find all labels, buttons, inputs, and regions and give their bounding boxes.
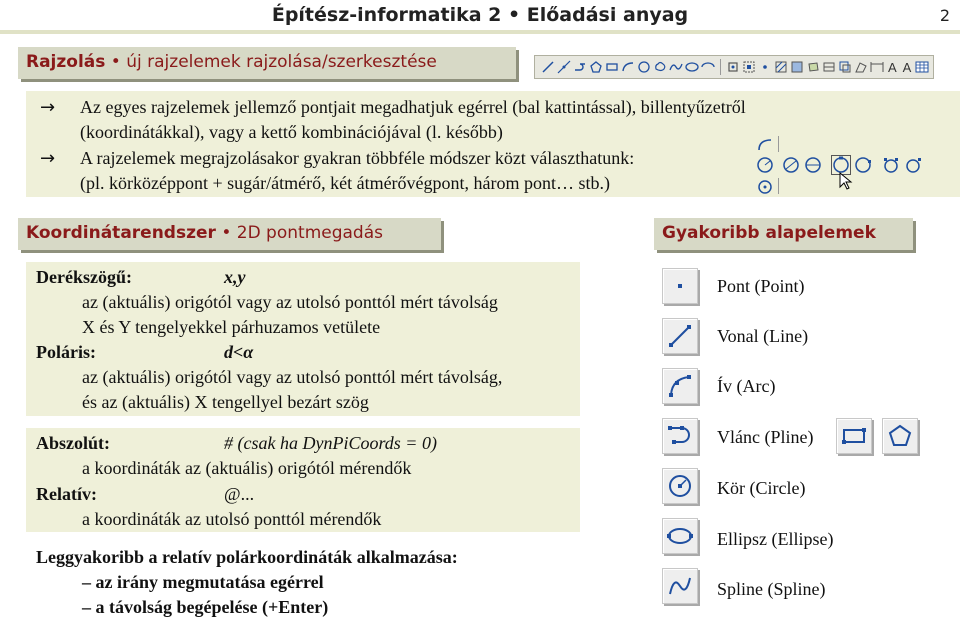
section-title-bold: Koordinátarendszer (26, 223, 216, 243)
circle-center-radius-icon[interactable] (756, 156, 774, 174)
bullet: • (110, 52, 121, 72)
element-label-line: Vonal (Line) (717, 326, 809, 346)
derekszogu-desc-1: az (aktuális) origótól vagy az utolsó ponttól mért távolság (82, 292, 498, 312)
circle-center-diameter-icon[interactable] (782, 156, 800, 174)
circle-2point-icon[interactable] (804, 156, 822, 174)
abszolut-desc: a koordináták az (aktuális) origótól mérendők (82, 458, 412, 478)
derekszogu-label: Derékszögű: (36, 267, 132, 287)
mini-separator (778, 136, 779, 152)
arc-icon[interactable] (662, 368, 698, 404)
circle-tangent-icon[interactable] (904, 156, 922, 174)
abszolut-label: Abszolút: (36, 433, 111, 453)
rectangle-tool-icon[interactable] (605, 59, 619, 75)
intro-line-3 (40, 146, 634, 171)
polaris-label: Poláris: (36, 342, 96, 362)
ellipse-tool-icon[interactable] (685, 59, 699, 75)
header-divider (0, 30, 960, 34)
rectangle-icon[interactable] (836, 418, 872, 454)
element-label-ellipse: Ellipsz (Ellipse) (717, 529, 834, 549)
circle-tool-icon[interactable] (637, 59, 651, 75)
abszolut-value: # (csak ha DynPiCoords = 0) (224, 433, 437, 453)
mouse-cursor-icon (838, 172, 856, 190)
usage-item-1: – az irány megmutatása egérrel (82, 572, 324, 592)
arrow-bullet: → (40, 148, 56, 169)
arc-method-icon[interactable] (756, 136, 774, 154)
ellipse-icon[interactable] (662, 518, 698, 554)
section-title-rajzolas (18, 47, 516, 79)
intro-text-3: A rajzelemek megrajzolásakor gyakran többféle módszer közt választhatunk: (80, 148, 635, 168)
point-tool-icon[interactable] (758, 59, 772, 75)
multiline-text-icon[interactable]: A (888, 59, 897, 75)
usage-title: Leggyakoribb a relatív polárkoordináták alkalmazása: (36, 547, 458, 567)
boundary-tool-icon[interactable] (838, 59, 852, 75)
point-icon[interactable] (662, 268, 698, 304)
polyline-tool-icon[interactable] (573, 59, 587, 75)
gradient-tool-icon[interactable] (790, 59, 804, 75)
revcloud-tool-icon[interactable] (653, 59, 667, 75)
region-tool-icon[interactable] (806, 59, 820, 75)
dimension-tool-icon[interactable] (870, 59, 884, 75)
wipeout-tool-icon[interactable] (854, 59, 868, 75)
intro-line-4: (pl. körközéppont + sugár/átmérő, két átmérővégpont, három pont… stb.) (80, 173, 611, 193)
element-label-point: Pont (Point) (717, 276, 805, 296)
line-tool-icon[interactable] (541, 59, 555, 75)
usage-item-2: – a távolság begépelése (+Enter) (82, 597, 329, 617)
element-label-spline: Spline (Spline) (717, 579, 826, 599)
document-title: Építész-informatika 2 • Előadási anyag (271, 4, 689, 26)
relativ-label: Relatív: (36, 484, 97, 504)
table-cell-icon[interactable] (822, 59, 836, 75)
polygon-tool-icon[interactable] (589, 59, 603, 75)
arrow-bullet: → (40, 97, 56, 118)
hatch-tool-icon[interactable] (774, 59, 788, 75)
line-icon[interactable] (662, 318, 698, 354)
polaris-desc-1: az (aktuális) origótól vagy az utolsó ponttól mért távolság, (82, 367, 503, 387)
section-title-rest: új rajzelemek rajzolása/szerkesztése (126, 52, 437, 72)
draw-toolbar (534, 55, 934, 79)
section-title-rest: 2D pontmegadás (236, 223, 383, 243)
circle-methods-toolbar (752, 134, 936, 196)
arc-tool-icon[interactable] (621, 59, 635, 75)
derekszogu-desc-2: X és Y tengelyekkel párhuzamos vetülete (82, 317, 381, 337)
relativ-value: @... (224, 484, 255, 504)
polaris-desc-2: és az (aktuális) X tengellyel bezárt szög (82, 392, 369, 412)
circle-tan-tan-radius-icon[interactable] (854, 156, 872, 174)
toolbar-separator (720, 59, 721, 75)
make-block-icon[interactable] (742, 59, 756, 75)
donut-method-icon[interactable] (756, 178, 774, 196)
polaris-value: d<α (224, 342, 254, 362)
section-title-koordinata (18, 218, 441, 250)
mini-separator (778, 178, 779, 194)
insert-block-icon[interactable] (726, 59, 740, 75)
intro-line-2: (koordinátákkal), vagy a kettő kombinációjával (l. később) (80, 122, 503, 142)
section-title-alapelemek (654, 218, 913, 250)
intro-text-1: Az egyes rajzelemek jellemző pontjait megadhatjuk egérrel (bal kattintással), billentyűzetről (80, 97, 746, 117)
element-label-polyline: Vlánc (Pline) (717, 427, 814, 447)
element-label-arc: Ív (Arc) (717, 376, 776, 396)
relativ-desc: a koordináták az utolsó ponttól mérendők (82, 509, 382, 529)
section-title-bold: Rajzolás (26, 52, 106, 72)
text-tool-icon[interactable]: A (902, 59, 912, 75)
intro-line-1 (40, 95, 746, 120)
polyline-icon[interactable] (662, 418, 698, 454)
section-title-bold: Gyakoribb alapelemek (662, 223, 876, 243)
ellipse-arc-tool-icon[interactable] (701, 59, 715, 75)
bullet: • (221, 223, 232, 243)
page-number: 2 (939, 6, 950, 25)
table-tool-icon[interactable] (915, 59, 929, 75)
element-label-circle: Kör (Circle) (717, 478, 806, 498)
circle-icon[interactable] (662, 468, 698, 504)
circle-tan-tan-tan-icon[interactable] (882, 156, 900, 174)
derekszogu-value: x,y (224, 267, 246, 287)
spline-icon[interactable] (662, 568, 698, 604)
polygon-icon[interactable] (882, 418, 918, 454)
construction-line-icon[interactable] (557, 59, 571, 75)
spline-tool-icon[interactable] (669, 59, 683, 75)
